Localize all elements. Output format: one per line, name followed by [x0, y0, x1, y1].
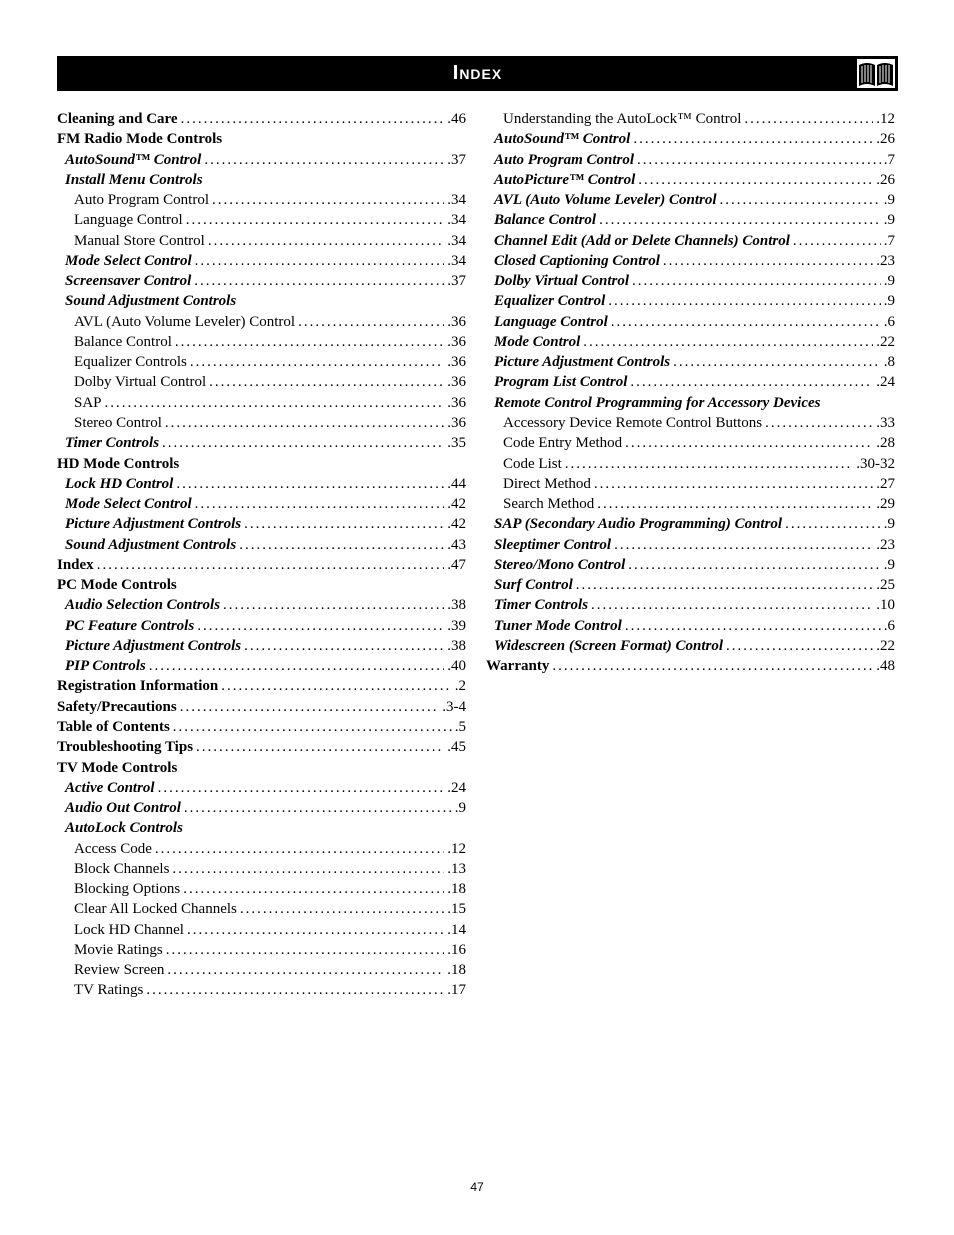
index-entry-label: Stereo/Mono Control — [494, 556, 626, 573]
index-entry-label: Review Screen — [74, 962, 165, 979]
dot-leader — [614, 535, 873, 555]
dot-leader — [239, 535, 444, 555]
dot-leader — [97, 555, 445, 575]
index-entry-label: Registration Information — [57, 678, 219, 695]
index-entry-label: Mode Select Control — [65, 252, 192, 269]
index-entry — [57, 717, 466, 737]
index-entry-label: Index — [57, 556, 94, 573]
dot-leader — [298, 312, 444, 332]
index-entry-page: .37 — [447, 273, 466, 290]
dot-leader — [638, 170, 873, 190]
index-entry — [486, 312, 895, 332]
index-column-left — [57, 109, 466, 1001]
index-entry-label: Audio Out Control — [65, 800, 181, 817]
index-entry-label: Direct Method — [503, 475, 591, 492]
index-entry-label: Auto Program Control — [494, 151, 635, 168]
index-entry — [57, 555, 466, 575]
index-entry-label: Cleaning and Care — [57, 111, 178, 127]
index-entry — [486, 271, 895, 291]
index-entry-label: PC Mode Controls — [57, 577, 177, 594]
index-entry-page: .40 — [447, 658, 466, 675]
index-entry-page: .26 — [876, 131, 895, 148]
index-entry-page: .9 — [454, 800, 466, 817]
index-entry — [57, 798, 466, 818]
index-entry-label: Sound Adjustment Controls — [65, 536, 237, 553]
index-entry — [57, 271, 466, 291]
index-entry-label: Code Entry Method — [503, 435, 623, 452]
index-entry-label: Remote Control Programming for Accessory Devices — [494, 394, 821, 411]
index-entry-page: .47 — [447, 556, 466, 573]
dot-leader — [105, 393, 445, 413]
index-entry — [57, 393, 466, 413]
index-entry — [486, 251, 895, 271]
index-entry — [57, 372, 466, 392]
index-entry-label: Auto Program Control — [74, 192, 209, 209]
dot-leader — [155, 839, 444, 859]
dot-leader — [212, 190, 444, 210]
index-entry — [486, 170, 895, 190]
index-entry-page: .13 — [447, 860, 466, 877]
dot-leader — [181, 109, 445, 129]
index-entry — [57, 899, 466, 919]
dot-leader — [793, 231, 881, 251]
dot-leader — [173, 717, 452, 737]
index-entry-label: Screensaver Control — [65, 273, 192, 290]
index-entry-label: Blocking Options — [74, 881, 181, 898]
index-entry — [486, 332, 895, 352]
index-entry-label: Table of Contents — [57, 718, 170, 735]
index-entry-label: PIP Controls — [65, 658, 146, 675]
dot-leader — [726, 636, 873, 656]
index-entry-page: .34 — [447, 192, 466, 209]
dot-leader — [176, 474, 444, 494]
index-entry-label: HD Mode Controls — [57, 455, 180, 472]
index-entry — [57, 210, 466, 230]
index-entry-page: .9 — [883, 293, 895, 310]
index-entry — [486, 291, 895, 311]
index-entry-page: .18 — [447, 881, 466, 898]
index-entry — [57, 778, 466, 798]
index-entry-label: Widescreen (Screen Format) Control — [494, 637, 724, 654]
index-entry-label: Clear All Locked Channels — [74, 901, 237, 918]
index-entry — [486, 474, 895, 494]
index-entry-page: .9 — [883, 516, 895, 533]
index-entry-label: Manual Store Control — [74, 232, 205, 249]
dot-leader — [167, 960, 444, 980]
index-entry-page: .9 — [883, 192, 895, 209]
dot-leader — [765, 413, 873, 433]
index-entry — [57, 859, 466, 879]
index-entry-page: .26 — [876, 171, 895, 188]
index-entry — [486, 535, 895, 555]
dot-leader — [608, 291, 880, 311]
dot-leader — [630, 372, 873, 392]
index-entry — [57, 413, 466, 433]
dot-leader — [184, 798, 452, 818]
dot-leader — [166, 940, 445, 960]
index-entry-page: .18 — [447, 962, 466, 979]
index-entry-label: AutoPicture™ Control — [494, 171, 636, 188]
index-entry-label: SAP — [74, 394, 102, 411]
dot-leader — [162, 433, 444, 453]
index-entry-page: .38 — [447, 597, 466, 614]
dot-leader — [175, 332, 444, 352]
index-entry-label: AutoSound™ Control — [494, 131, 631, 148]
index-entry — [57, 879, 466, 899]
index-entry-label: Channel Edit (Add or Delete Channels) Control — [494, 232, 790, 249]
index-entry — [486, 413, 895, 433]
index-entry-page: .44 — [447, 475, 466, 492]
index-entry-label: SAP (Secondary Audio Programming) Control — [494, 516, 783, 533]
index-entry-page: .35 — [447, 435, 466, 452]
index-entry — [57, 291, 466, 311]
index-entry-page: .10 — [876, 597, 895, 614]
index-entry-page: .36 — [447, 394, 466, 411]
page-number: 47 — [470, 1180, 484, 1194]
dot-leader — [583, 332, 873, 352]
index-entry-label: Lock HD Channel — [74, 921, 184, 938]
dot-leader — [611, 312, 881, 332]
index-entry — [57, 960, 466, 980]
dot-leader — [597, 494, 873, 514]
dot-leader — [576, 575, 873, 595]
index-entry-page: .22 — [876, 333, 895, 350]
index-entry — [57, 616, 466, 636]
index-entry-page: .15 — [447, 901, 466, 918]
index-entry-page: .24 — [876, 374, 895, 391]
index-entry-page: .16 — [447, 941, 466, 958]
dot-leader — [240, 899, 444, 919]
index-entry-label: AVL (Auto Volume Leveler) Control — [74, 313, 296, 330]
dot-leader — [625, 433, 873, 453]
index-entry-page: .25 — [876, 577, 895, 594]
index-entry-page: .42 — [447, 496, 466, 513]
index-entry-page: .34 — [447, 232, 466, 249]
index-entry-page: .7 — [883, 232, 895, 249]
index-entry-page: .43 — [447, 536, 466, 553]
index-entry — [486, 555, 895, 575]
index-entry — [57, 231, 466, 251]
index-column-right — [486, 109, 895, 676]
index-entry-page: .38 — [447, 637, 466, 654]
index-entry-label: FM Radio Mode Controls — [57, 131, 223, 148]
dot-leader — [785, 514, 881, 534]
dot-leader — [244, 636, 444, 656]
index-entry-page: .7 — [883, 151, 895, 168]
index-entry-page: .5 — [454, 718, 466, 735]
index-entry-page: .46 — [447, 111, 466, 127]
dot-leader — [599, 210, 881, 230]
index-entry — [57, 474, 466, 494]
index-entry-label: Warranty — [486, 658, 550, 675]
index-entry — [57, 251, 466, 271]
index-entry-page: .12 — [876, 111, 895, 127]
index-entry-page: .30-32 — [856, 455, 895, 472]
index-entry-page: .27 — [876, 475, 895, 492]
index-entry — [57, 676, 466, 696]
index-entry — [486, 352, 895, 372]
index-entry-page: .28 — [876, 435, 895, 452]
index-entry-page: .12 — [447, 840, 466, 857]
index-entry-label: Program List Control — [494, 374, 628, 391]
index-entry — [486, 454, 895, 474]
index-entry — [486, 656, 895, 676]
index-entry — [57, 940, 466, 960]
dot-leader — [146, 980, 444, 1000]
index-entry-page: .6 — [883, 617, 895, 634]
index-entry-page: .22 — [876, 637, 895, 654]
index-entry — [57, 312, 466, 332]
dot-leader — [744, 109, 873, 129]
index-entry — [57, 332, 466, 352]
index-entry-page: .39 — [447, 617, 466, 634]
index-entry-label: Mode Control — [494, 333, 581, 350]
index-entry-label: Accessory Device Remote Control Buttons — [503, 414, 763, 431]
index-entry-label: Surf Control — [494, 577, 573, 594]
index-entry — [486, 210, 895, 230]
dot-leader — [673, 352, 881, 372]
index-entry-label: Safety/Precautions — [57, 698, 177, 715]
dot-leader — [637, 150, 881, 170]
index-entry — [57, 656, 466, 676]
dot-leader — [196, 737, 444, 757]
index-entry — [57, 920, 466, 940]
index-entry-label: Picture Adjustment Controls — [65, 516, 242, 533]
index-entry-label: Timer Controls — [494, 597, 589, 614]
dot-leader — [183, 879, 444, 899]
index-entry-label: Troubleshooting Tips — [57, 739, 194, 756]
index-entry — [57, 636, 466, 656]
index-entry — [57, 595, 466, 615]
index-entry-page: .24 — [447, 779, 466, 796]
dot-leader — [208, 231, 444, 251]
index-entry — [486, 150, 895, 170]
index-entry-label: Dolby Virtual Control — [494, 273, 630, 290]
index-entry-page: .17 — [447, 982, 466, 999]
index-entry-label: PC Feature Controls — [65, 617, 195, 634]
dot-leader — [195, 251, 445, 271]
index-entry — [486, 494, 895, 514]
page-title: Index — [452, 62, 503, 84]
dot-leader — [187, 920, 444, 940]
index-entry-page: .8 — [883, 354, 895, 371]
index-entry-page: .2 — [454, 678, 466, 695]
index-entry-page: .33 — [876, 414, 895, 431]
dot-leader — [591, 595, 873, 615]
index-entry — [57, 170, 466, 190]
index-entry-label: Equalizer Controls — [74, 354, 187, 371]
index-entry — [57, 150, 466, 170]
index-entry-label: Lock HD Control — [65, 475, 174, 492]
index-entry-label: Balance Control — [494, 212, 597, 229]
dot-leader — [194, 271, 444, 291]
index-entry-page: .34 — [447, 252, 466, 269]
dot-leader — [149, 656, 445, 676]
dot-leader — [180, 697, 440, 717]
index-entry-page: .14 — [447, 921, 466, 938]
index-entry-page: .36 — [447, 313, 466, 330]
index-entry-page: .9 — [883, 556, 895, 573]
index-entry — [486, 190, 895, 210]
index-entry-label: Closed Captioning Control — [494, 252, 660, 269]
index-entry — [57, 352, 466, 372]
index-entry — [57, 535, 466, 555]
index-entry-label: Audio Selection Controls — [65, 597, 221, 614]
dot-leader — [190, 352, 444, 372]
book-icon — [856, 58, 896, 89]
index-entry-page: .37 — [447, 151, 466, 168]
dot-leader — [625, 616, 881, 636]
index-entry — [486, 575, 895, 595]
index-entry — [486, 372, 895, 392]
index-entry-label: Language Control — [74, 212, 183, 229]
index-entry — [57, 737, 466, 757]
index-entry-page: .45 — [447, 739, 466, 756]
dot-leader — [186, 210, 445, 230]
dot-leader — [565, 454, 854, 474]
index-entry-label: AVL (Auto Volume Leveler) Control — [494, 192, 717, 209]
dot-leader — [204, 150, 444, 170]
dot-leader — [223, 595, 444, 615]
index-entry-page: .23 — [876, 536, 895, 553]
index-entry-page: .23 — [876, 252, 895, 269]
index-entry-label: Search Method — [503, 496, 595, 513]
dot-leader — [244, 514, 444, 534]
index-entry — [57, 818, 466, 838]
index-entry — [57, 697, 466, 717]
dot-leader — [720, 190, 881, 210]
index-entry-page: .36 — [447, 374, 466, 391]
index-entry-page: .29 — [876, 496, 895, 513]
index-entry — [57, 514, 466, 534]
index-entry-label: Timer Controls — [65, 435, 160, 452]
dot-leader — [195, 494, 445, 514]
index-entry — [486, 109, 895, 129]
index-entry — [57, 839, 466, 859]
index-entry — [57, 980, 466, 1000]
index-header-bar — [57, 56, 898, 91]
index-entry-label: Stereo Control — [74, 414, 162, 431]
index-entry — [57, 129, 466, 149]
index-entry — [486, 129, 895, 149]
index-entry-label: TV Ratings — [74, 982, 144, 999]
index-entry-label: Understanding the AutoLock™ Control — [503, 111, 742, 127]
index-entry-label: Code List — [503, 455, 562, 472]
index-entry — [486, 393, 895, 413]
index-entry — [486, 595, 895, 615]
index-entry-label: TV Mode Controls — [57, 759, 178, 776]
index-entry-label: Sound Adjustment Controls — [65, 293, 237, 310]
dot-leader — [663, 251, 873, 271]
index-entry-label: Sleeptimer Control — [494, 536, 612, 553]
index-entry-page: .34 — [447, 212, 466, 229]
index-entry-label: Block Channels — [74, 860, 170, 877]
index-entry-label: Picture Adjustment Controls — [494, 354, 671, 371]
index-entry-label: Tuner Mode Control — [494, 617, 622, 634]
index-entry-page: .36 — [447, 354, 466, 371]
index-entry — [486, 433, 895, 453]
index-entry-page: .3-4 — [442, 698, 466, 715]
index-entry-label: Active Control — [65, 779, 155, 796]
index-entry — [486, 616, 895, 636]
index-entry-page: .9 — [883, 212, 895, 229]
dot-leader — [158, 778, 445, 798]
index-entry — [57, 575, 466, 595]
index-entry-label: AutoSound™ Control — [65, 151, 202, 168]
index-entry — [57, 494, 466, 514]
index-entry-page: .6 — [883, 313, 895, 330]
index-entry — [57, 190, 466, 210]
index-entry-label: Equalizer Control — [494, 293, 606, 310]
index-entry — [486, 636, 895, 656]
index-entry-label: Picture Adjustment Controls — [65, 637, 242, 654]
dot-leader — [552, 656, 873, 676]
index-entry-label: Access Code — [74, 840, 152, 857]
dot-leader — [172, 859, 444, 879]
dot-leader — [594, 474, 873, 494]
dot-leader — [165, 413, 444, 433]
index-entry — [57, 109, 466, 129]
dot-leader — [197, 616, 444, 636]
index-entry-label: Language Control — [494, 313, 608, 330]
index-entry-label: Mode Select Control — [65, 496, 192, 513]
index-entry — [57, 433, 466, 453]
index-entry — [57, 454, 466, 474]
dot-leader — [632, 271, 881, 291]
index-entry-page: .36 — [447, 414, 466, 431]
dot-leader — [221, 676, 452, 696]
index-entry — [486, 514, 895, 534]
index-entry-label: Dolby Virtual Control — [74, 374, 207, 391]
index-entry — [486, 231, 895, 251]
index-entry-label: AutoLock Controls — [65, 820, 183, 837]
index-entry-page: .42 — [447, 516, 466, 533]
index-entry-page: .48 — [876, 658, 895, 675]
dot-leader — [633, 129, 873, 149]
dot-leader — [628, 555, 880, 575]
dot-leader — [209, 372, 444, 392]
index-entry-label: Install Menu Controls — [65, 171, 203, 188]
index-entry-label: Movie Ratings — [74, 941, 163, 958]
index-entry — [57, 758, 466, 778]
index-entry-page: .9 — [883, 273, 895, 290]
index-entry-page: .36 — [447, 333, 466, 350]
index-entry-label: Balance Control — [74, 333, 172, 350]
